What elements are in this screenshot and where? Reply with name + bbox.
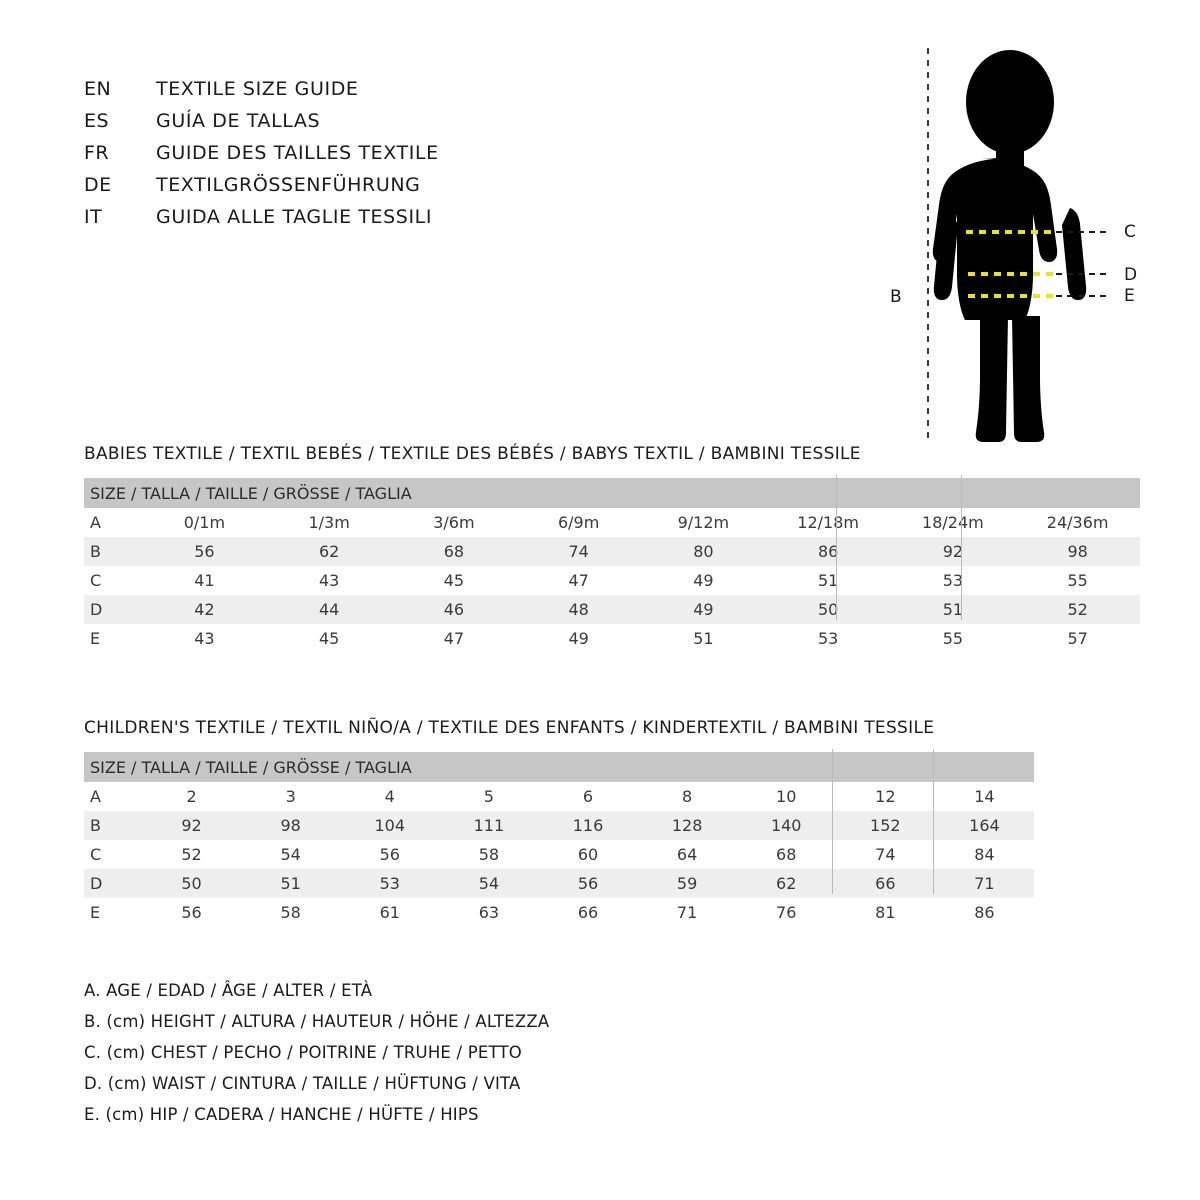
cell: 52	[1015, 595, 1140, 624]
table-row	[84, 595, 1140, 624]
cell: 92	[891, 537, 1016, 566]
cell: 74	[836, 840, 935, 869]
babies-size-table	[84, 478, 1140, 653]
row-key-a: A	[84, 782, 142, 811]
legend-item-e: E. (cm) HIP / CADERA / HANCHE / HÜFTE / HIPS	[84, 1105, 479, 1124]
cell: 63	[439, 898, 538, 927]
figure-label-b: B	[890, 287, 902, 307]
cell: 128	[638, 811, 737, 840]
table-row	[84, 508, 1140, 537]
cell: 56	[142, 537, 267, 566]
table-row	[84, 624, 1140, 653]
table-header-row	[84, 478, 1140, 508]
title-row-es	[84, 110, 604, 142]
cell: 45	[392, 566, 517, 595]
cell: 3	[241, 782, 340, 811]
cell: 56	[538, 869, 637, 898]
language-code-en: EN	[84, 78, 112, 100]
cell: 47	[516, 566, 641, 595]
language-code-fr: FR	[84, 142, 110, 164]
cell: 53	[766, 624, 891, 653]
cell: 4	[340, 782, 439, 811]
cell: 55	[1015, 566, 1140, 595]
cell: 92	[142, 811, 241, 840]
title-text-en: TEXTILE SIZE GUIDE	[156, 78, 359, 100]
cell: 64	[638, 840, 737, 869]
child-silhouette-icon	[860, 40, 1160, 450]
children-column-highlight	[832, 749, 934, 894]
cell: 43	[142, 624, 267, 653]
cell: 98	[241, 811, 340, 840]
cell: 10	[737, 782, 836, 811]
cell: 42	[142, 595, 267, 624]
cell: 12/18m	[766, 508, 891, 537]
cell: 50	[142, 869, 241, 898]
cell: 41	[142, 566, 267, 595]
cell: 140	[737, 811, 836, 840]
cell: 84	[935, 840, 1034, 869]
cell: 66	[836, 869, 935, 898]
cell: 51	[891, 595, 1016, 624]
babies-column-highlight	[836, 475, 962, 620]
row-key-c: C	[84, 566, 142, 595]
cell: 68	[737, 840, 836, 869]
row-key-c: C	[84, 840, 142, 869]
children-textile-section	[84, 718, 1034, 927]
language-code-es: ES	[84, 110, 110, 132]
measurement-legend	[84, 975, 784, 1130]
cell: 54	[241, 840, 340, 869]
babies-textile-section	[84, 444, 1140, 653]
table-row	[84, 537, 1140, 566]
cell: 46	[392, 595, 517, 624]
cell: 58	[439, 840, 538, 869]
title-text-es: GUÍA DE TALLAS	[156, 110, 321, 132]
title-row-it	[84, 206, 604, 238]
cell: 51	[641, 624, 766, 653]
cell: 74	[516, 537, 641, 566]
body-measurement-figure	[860, 40, 1160, 450]
cell: 54	[439, 869, 538, 898]
cell: 49	[641, 595, 766, 624]
title-text-fr: GUIDE DES TAILLES TEXTILE	[156, 142, 439, 164]
cell: 55	[891, 624, 1016, 653]
cell: 45	[267, 624, 392, 653]
figure-label-c: C	[1124, 222, 1136, 242]
children-column-header: SIZE / TALLA / TAILLE / GRÖSSE / TAGLIA	[84, 752, 1034, 782]
cell: 111	[439, 811, 538, 840]
title-row-en	[84, 78, 604, 110]
language-code-de: DE	[84, 174, 112, 196]
cell: 44	[267, 595, 392, 624]
row-key-d: D	[84, 869, 142, 898]
cell: 116	[538, 811, 637, 840]
cell: 152	[836, 811, 935, 840]
children-section-heading: CHILDREN'S TEXTILE / TEXTIL NIÑO/A / TEXTILE DES ENFANTS / KINDERTEXTIL / BAMBINI TESSILE	[84, 718, 935, 738]
row-key-e: E	[84, 898, 142, 927]
cell: 53	[340, 869, 439, 898]
cell: 50	[766, 595, 891, 624]
cell: 14	[935, 782, 1034, 811]
table-row	[84, 898, 1034, 927]
cell: 49	[641, 566, 766, 595]
cell: 57	[1015, 624, 1140, 653]
cell: 51	[241, 869, 340, 898]
cell: 12	[836, 782, 935, 811]
row-key-e: E	[84, 624, 142, 653]
cell: 6/9m	[516, 508, 641, 537]
legend-item-d: D. (cm) WAIST / CINTURA / TAILLE / HÜFTUNG / VITA	[84, 1074, 521, 1093]
language-code-it: IT	[84, 206, 103, 228]
title-block	[84, 78, 604, 238]
cell: 71	[935, 869, 1034, 898]
cell: 43	[267, 566, 392, 595]
table-row	[84, 566, 1140, 595]
legend-item-a: A. AGE / EDAD / ÂGE / ALTER / ETÀ	[84, 981, 373, 1000]
title-row-de	[84, 174, 604, 206]
cell: 68	[392, 537, 517, 566]
cell: 2	[142, 782, 241, 811]
babies-column-header: SIZE / TALLA / TAILLE / GRÖSSE / TAGLIA	[84, 478, 1140, 508]
cell: 56	[340, 840, 439, 869]
cell: 62	[737, 869, 836, 898]
cell: 47	[392, 624, 517, 653]
cell: 53	[891, 566, 1016, 595]
cell: 71	[638, 898, 737, 927]
cell: 98	[1015, 537, 1140, 566]
cell: 104	[340, 811, 439, 840]
legend-item-b: B. (cm) HEIGHT / ALTURA / HAUTEUR / HÖHE / ALTEZZA	[84, 1012, 550, 1031]
title-text-de: TEXTILGRÖSSENFÜHRUNG	[156, 174, 421, 196]
cell: 86	[935, 898, 1034, 927]
cell: 18/24m	[891, 508, 1016, 537]
cell: 60	[538, 840, 637, 869]
cell: 58	[241, 898, 340, 927]
cell: 48	[516, 595, 641, 624]
cell: 1/3m	[267, 508, 392, 537]
cell: 49	[516, 624, 641, 653]
babies-section-heading: BABIES TEXTILE / TEXTIL BEBÉS / TEXTILE DES BÉBÉS / BABYS TEXTIL / BAMBINI TESSILE	[84, 444, 861, 464]
cell: 8	[638, 782, 737, 811]
cell: 61	[340, 898, 439, 927]
title-row-fr	[84, 142, 604, 174]
cell: 6	[538, 782, 637, 811]
cell: 76	[737, 898, 836, 927]
cell: 24/36m	[1015, 508, 1140, 537]
row-key-d: D	[84, 595, 142, 624]
cell: 86	[766, 537, 891, 566]
cell: 51	[766, 566, 891, 595]
row-key-a: A	[84, 508, 142, 537]
cell: 56	[142, 898, 241, 927]
cell: 0/1m	[142, 508, 267, 537]
figure-label-e: E	[1124, 286, 1135, 306]
cell: 5	[439, 782, 538, 811]
row-key-b: B	[84, 811, 142, 840]
cell: 59	[638, 869, 737, 898]
cell: 62	[267, 537, 392, 566]
cell: 9/12m	[641, 508, 766, 537]
cell: 81	[836, 898, 935, 927]
cell: 66	[538, 898, 637, 927]
cell: 3/6m	[392, 508, 517, 537]
cell: 80	[641, 537, 766, 566]
title-text-it: GUIDA ALLE TAGLIE TESSILI	[156, 206, 433, 228]
cell: 52	[142, 840, 241, 869]
silhouette-shape	[933, 50, 1086, 442]
row-key-b: B	[84, 537, 142, 566]
legend-item-c: C. (cm) CHEST / PECHO / POITRINE / TRUHE / PETTO	[84, 1043, 522, 1062]
cell: 164	[935, 811, 1034, 840]
figure-label-d: D	[1124, 265, 1138, 285]
